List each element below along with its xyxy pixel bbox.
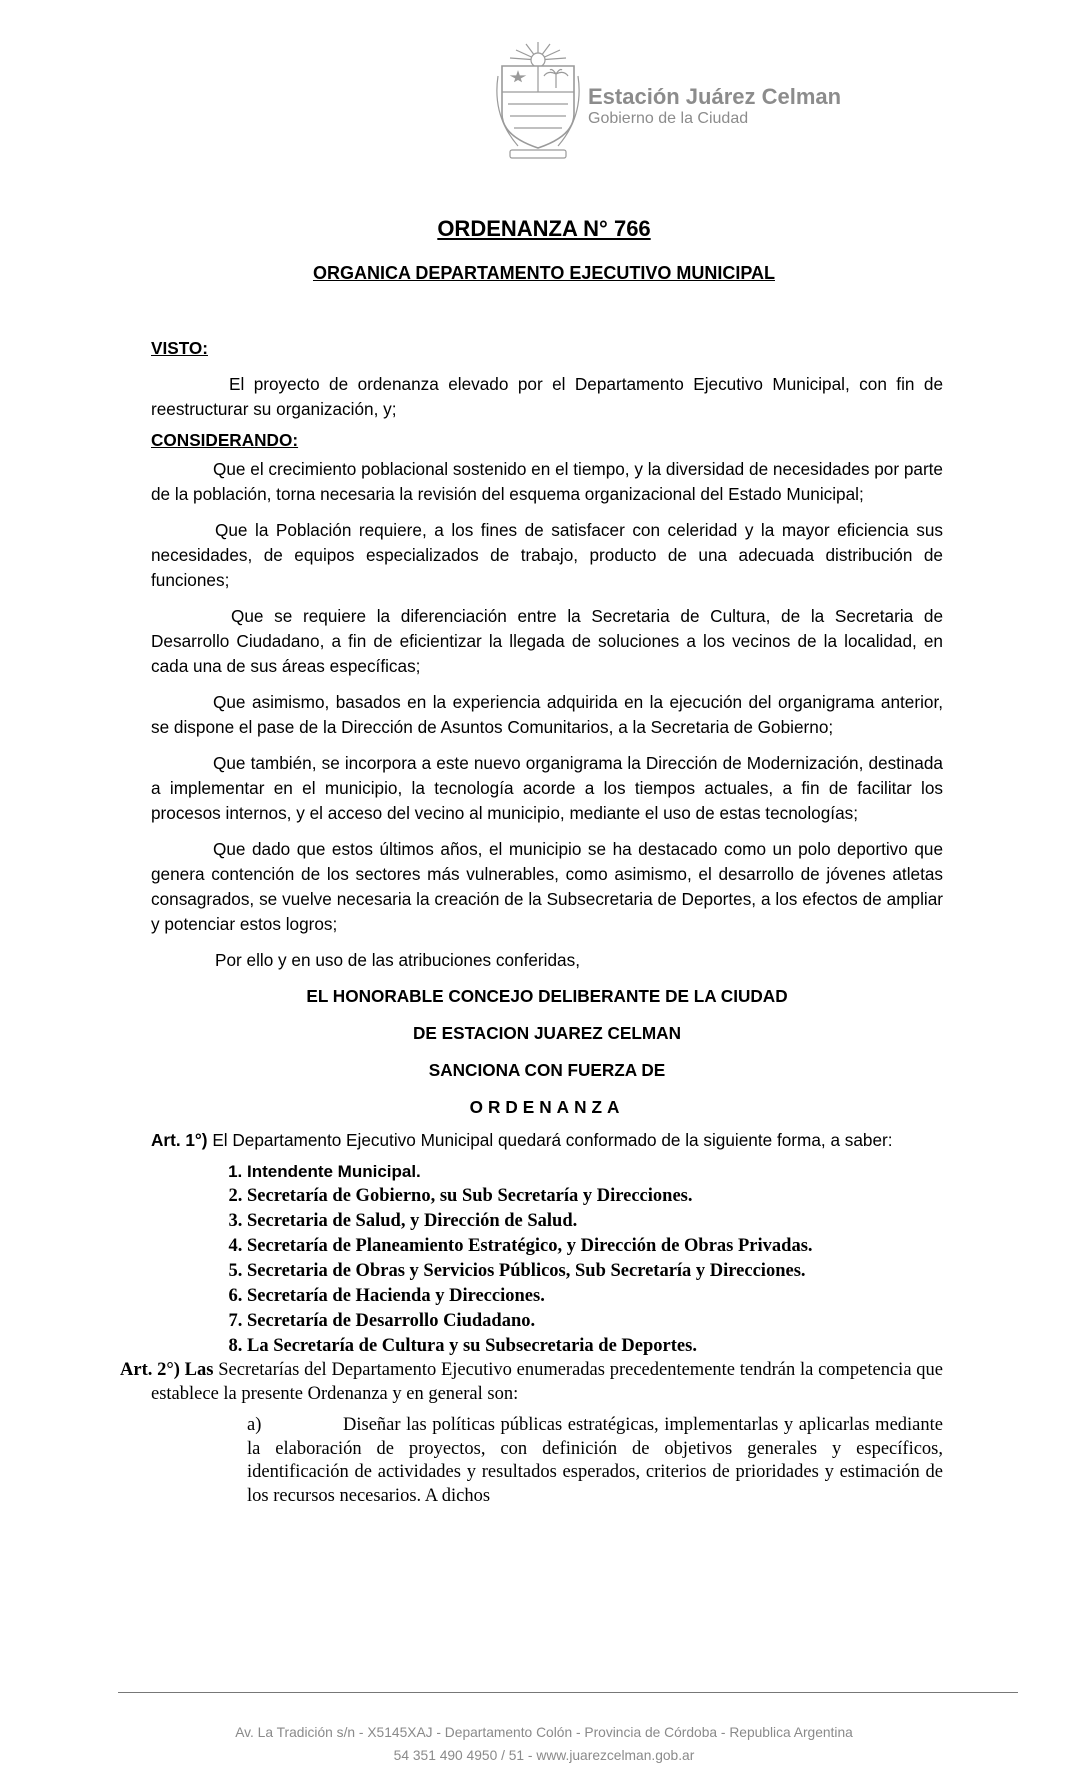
- article-1-label: Art. 1°): [151, 1130, 208, 1150]
- considerando-paragraph: Que la Población requiere, a los fines de satisfacer con celeridad y la mayor eficiencia sus necesidades, de equipos especializados de trabajo, producto de una adecuada distribución de funciones;: [151, 520, 943, 590]
- article-2-text: Secretarías del Departamento Ejecutivo enumeradas precedentemente tendrán la competencia que establece la presente Ordenanza y en general son:: [151, 1360, 943, 1404]
- brand-subtitle: Gobierno de la Ciudad: [588, 110, 749, 127]
- list-item: 7. Secretaría de Desarrollo Ciudadano.: [247, 1309, 943, 1334]
- footer-divider: [118, 1692, 1018, 1693]
- item-a-label: a): [247, 1415, 262, 1435]
- ordenanza-heading: ORDENANZA: [469, 1097, 625, 1117]
- footer-address: Av. La Tradición s/n - X5145XAJ - Departamento Colón - Provincia de Córdoba - Republica Argentina: [235, 1725, 853, 1740]
- considerando-paragraph: Que asimismo, basados en la experiencia adquirida en la ejecución del organigrama anterior, se dispone el pase de la Dirección de Asuntos Comunitarios, a la Secretaria de Gobierno;: [151, 692, 943, 737]
- closing-paragraph: Por ello y en uso de las atribuciones conferidas,: [215, 950, 580, 970]
- considerando-paragraph: Que también, se incorpora a este nuevo organigrama la Dirección de Modernización, destinada a implementar en el municipio, la tecnología acorde a los tiempos actuales, a fin de facilitar los procesos internos, y el acceso del vecino al municipio, mediante el uso de estas tecnologías;: [151, 753, 943, 823]
- secretariat-list: [151, 1159, 943, 1359]
- document-body: [120, 336, 943, 1508]
- letterhead: [488, 36, 888, 166]
- sanction-line: DE ESTACION JUAREZ CELMAN: [412, 1023, 681, 1043]
- sanction-line: EL HONORABLE CONCEJO DELIBERANTE DE LA CIUDAD: [306, 986, 788, 1006]
- considerando-paragraph: Que el crecimiento poblacional sostenido en el tiempo, y la diversidad de necesidades por parte de la población, torna necesaria la revisión del esquema organizacional del Estado Municipal;: [151, 459, 943, 504]
- list-item: 1. Intendente Municipal.: [247, 1159, 943, 1184]
- visto-paragraph: El proyecto de ordenanza elevado por el Departamento Ejecutivo Municipal, con fin de reestructurar su organización, y;: [151, 374, 943, 419]
- sanction-line: SANCIONA CON FUERZA DE: [428, 1060, 666, 1080]
- article-2-item-a: [247, 1414, 943, 1508]
- article-2-label: Art. 2°) Las: [120, 1360, 214, 1380]
- article-1: [151, 1128, 943, 1153]
- list-item: 3. Secretaria de Salud, y Dirección de Salud.: [247, 1209, 943, 1234]
- ordinance-title: ORDENANZA N° 766: [437, 216, 651, 241]
- article-1-text: El Departamento Ejecutivo Municipal quedará conformado de la siguiente forma, a saber:: [212, 1130, 893, 1150]
- brand-title: Estación Juárez Celman: [588, 84, 842, 109]
- visto-heading: VISTO:: [151, 338, 208, 358]
- ordinance-subtitle: ORGANICA DEPARTAMENTO EJECUTIVO MUNICIPAL: [312, 263, 775, 283]
- considerando-paragraph: Que dado que estos últimos años, el municipio se ha destacado como un polo deportivo que genera contención de los sectores más vulnerables, como asimismo, el desarrollo de jóvenes atletas consagrados, se vuelve necesaria la creación de la Subsecretaria de Deportes, a los efectos de ampliar y potenciar estos logros;: [151, 839, 943, 934]
- list-item: 5. Secretaria de Obras y Servicios Públicos, Sub Secretaría y Direcciones.: [247, 1259, 943, 1284]
- list-item: 8. La Secretaría de Cultura y su Subsecretaria de Deportes.: [247, 1334, 943, 1359]
- considerando-heading: CONSIDERANDO:: [151, 430, 299, 450]
- municipal-crest-logo: [488, 36, 588, 162]
- list-item: 4. Secretaría de Planeamiento Estratégico, y Dirección de Obras Privadas.: [247, 1234, 943, 1259]
- list-item: 2. Secretaría de Gobierno, su Sub Secretaría y Direcciones.: [247, 1184, 943, 1209]
- considerando-paragraph: Que se requiere la diferenciación entre la Secretaria de Cultura, de la Secretaria de Desarrollo Ciudadano, a fin de eficientizar la llegada de soluciones a los vecinos de la localidad, en cada una de sus áreas específicas;: [151, 606, 943, 676]
- footer-contact: 54 351 490 4950 / 51 - www.juarezcelman.gob.ar: [393, 1748, 695, 1763]
- article-2: [120, 1359, 943, 1406]
- list-item: 6. Secretaría de Hacienda y Direcciones.: [247, 1284, 943, 1309]
- item-a-text: Diseñar las políticas públicas estratégicas, implementarlas y aplicarlas mediante la elaboración de proyectos, con definición de objetivos generales y específicos, identificación de actividades y resultados esperados, criterios de prioridades y estimación de los recursos necesarios. A dichos: [247, 1415, 943, 1506]
